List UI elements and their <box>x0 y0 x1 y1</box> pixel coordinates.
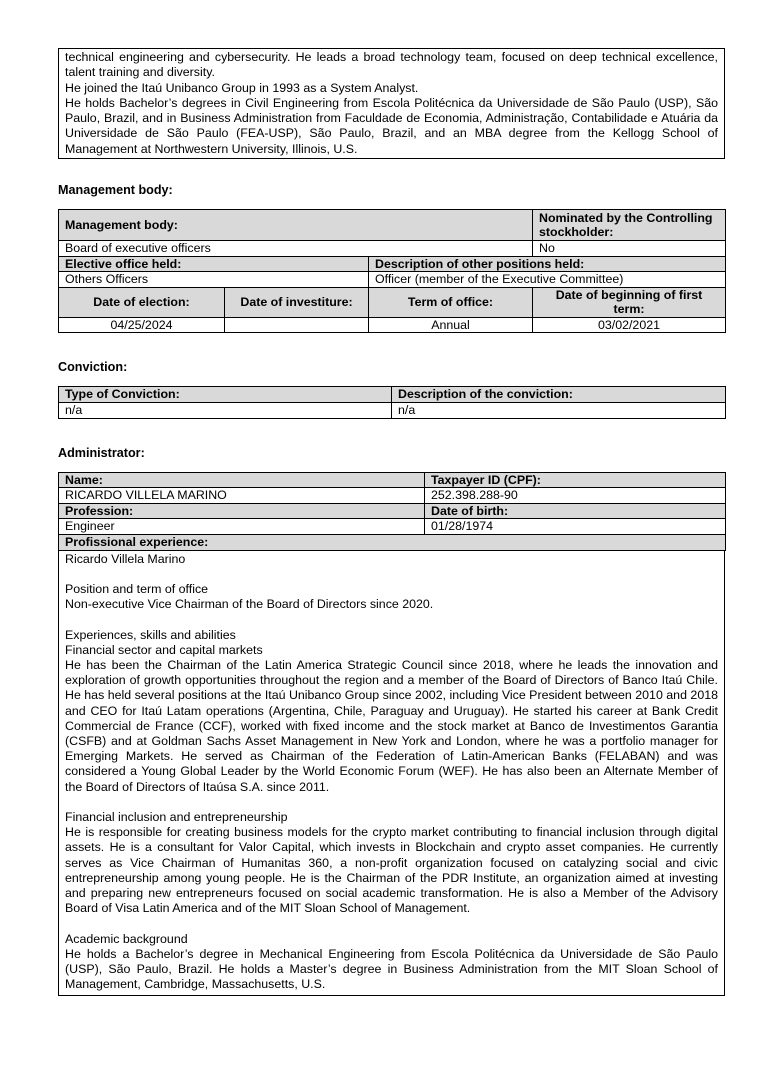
management-section-title: Management body: <box>58 183 173 198</box>
administrator-table <box>58 472 726 551</box>
administrator-section-title: Administrator: <box>58 445 145 460</box>
header-first-term: Date of beginning of first term: <box>533 287 726 317</box>
financial-text: He has been the Chairman of the Latin America Strategic Council since 2018, where he leads the innovation and exploration of growth opportunities throughout the region and a member of the Board of Directors of Banco Itaú Chile. He has held several positions at the Itaú Unibanco Group since 2002, including Vice President between 2010 and 2018 and CEO for Itaú Latam operations (Argentina, Chile, Paraguay and Uruguay). He started his career at Bank Credit Commercial de France (CCF), worked with fixed income and the stock market at Banco de Investimentos Garantia (CSFB) and at Goldman Sachs Asset Management in New York and London, where he was a portfolio manager for Emerging Markets. He served as Chairman of the Federation of Latin-American Banks (FELABAN) and was considered a Young Global Leader by the World Economic Forum (WEF). He has also been an Alternate Member of the Board of Directors of Itaúsa S.A. since 2011. <box>65 658 718 794</box>
header-cpf: Taxpayer ID (CPF): <box>425 472 726 488</box>
conviction-table <box>58 386 726 418</box>
value-birth: 01/28/1974 <box>425 519 726 535</box>
header-profession: Profession: <box>59 503 425 519</box>
value-management-body: Board of executive officers <box>59 241 533 257</box>
academic-text: He holds a Bachelor’s degree in Mechanical Engineering from Escola Politécnica da Universidade de São Paulo (USP), São Paulo, Brazil. He holds a Master’s degree in Business Administration from the MIT Sloan School of Management, Cambridge, Massachusetts, U.S. <box>65 946 718 992</box>
experience-text <box>58 551 725 997</box>
inclusion-text: He is responsible for creating business models for the crypto market contributing to financial inclusion through digital assets. He is a consultant for Valor Capital, which invests in Blockchain and crypto asset companies. He currently serves as Vice Chairman of Humanitas 360, a non-profit organization focused on catalyzing social and civic entrepreneurship among young people. He is the Chairman of the PDR Institute, an organization aimed at investing and preparing new entrepreneurs focused on social academic transformation. He is also a Member of the Advisory Board of Visa Latin America and of the MIT Sloan School of Management. <box>65 825 718 916</box>
header-elective-office: Elective office held: <box>59 256 369 272</box>
position-text: Non-executive Vice Chairman of the Board of Directors since 2020. <box>65 597 434 612</box>
header-term: Term of office: <box>369 287 533 317</box>
header-date-election: Date of election: <box>59 287 225 317</box>
skills-title: Experiences, skills and abilities <box>65 627 236 642</box>
bio-line-3: He holds Bachelor’s degrees in Civil Engineering from Escola Politécnica da Universidade de São Paulo (USP), São Paulo, Brazil, and in Business Administration from Faculdade de Economia, Administração, Contabilidade e Atuária da Universidade de São Paulo (FEA-USP), São Paulo, Brazil, and an MBA degree from the Kellogg School of Management at Northwestern University, Illinois, U.S. <box>65 95 718 156</box>
management-table <box>58 209 726 333</box>
experience-name: Ricardo Villela Marino <box>65 551 186 566</box>
value-date-election: 04/25/2024 <box>59 317 225 333</box>
previous-bio-box <box>58 48 725 159</box>
header-other-positions: Description of other positions held: <box>369 256 726 272</box>
header-nominated: Nominated by the Controlling stockholder: <box>533 210 726 241</box>
header-date-investiture: Date of investiture: <box>225 287 369 317</box>
header-conviction-type: Type of Conviction: <box>59 387 392 403</box>
position-title: Position and term of office <box>65 582 209 596</box>
document-page <box>58 48 725 996</box>
financial-title: Financial sector and capital markets <box>65 642 263 657</box>
academic-title: Academic background <box>65 931 188 946</box>
header-management-body: Management body: <box>59 210 533 241</box>
value-profession: Engineer <box>59 519 425 535</box>
value-name: RICARDO VILLELA MARINO <box>59 488 425 504</box>
value-first-term: 03/02/2021 <box>533 317 726 333</box>
value-cpf: 252.398.288-90 <box>425 488 726 504</box>
value-conviction-description: n/a <box>392 403 726 419</box>
value-date-investiture <box>225 317 369 333</box>
header-name: Name: <box>59 472 425 488</box>
header-birth: Date of birth: <box>425 503 726 519</box>
conviction-section-title: Conviction: <box>58 360 128 375</box>
value-conviction-type: n/a <box>59 403 392 419</box>
bio-line-1: technical engineering and cybersecurity. He leads a broad technology team, focused on deep technical excellence, talent training and diversity. <box>65 50 718 80</box>
header-conviction-description: Description of the conviction: <box>392 387 726 403</box>
header-experience: Profissional experience: <box>59 535 726 551</box>
value-term: Annual <box>369 317 533 333</box>
value-elective-office: Others Officers <box>59 272 369 288</box>
value-other-positions: Officer (member of the Executive Committee) <box>369 272 726 288</box>
inclusion-title: Financial inclusion and entrepreneurship <box>65 810 288 825</box>
value-nominated: No <box>533 241 726 257</box>
bio-line-2: He joined the Itaú Unibanco Group in 1993 as a System Analyst. <box>65 80 419 95</box>
